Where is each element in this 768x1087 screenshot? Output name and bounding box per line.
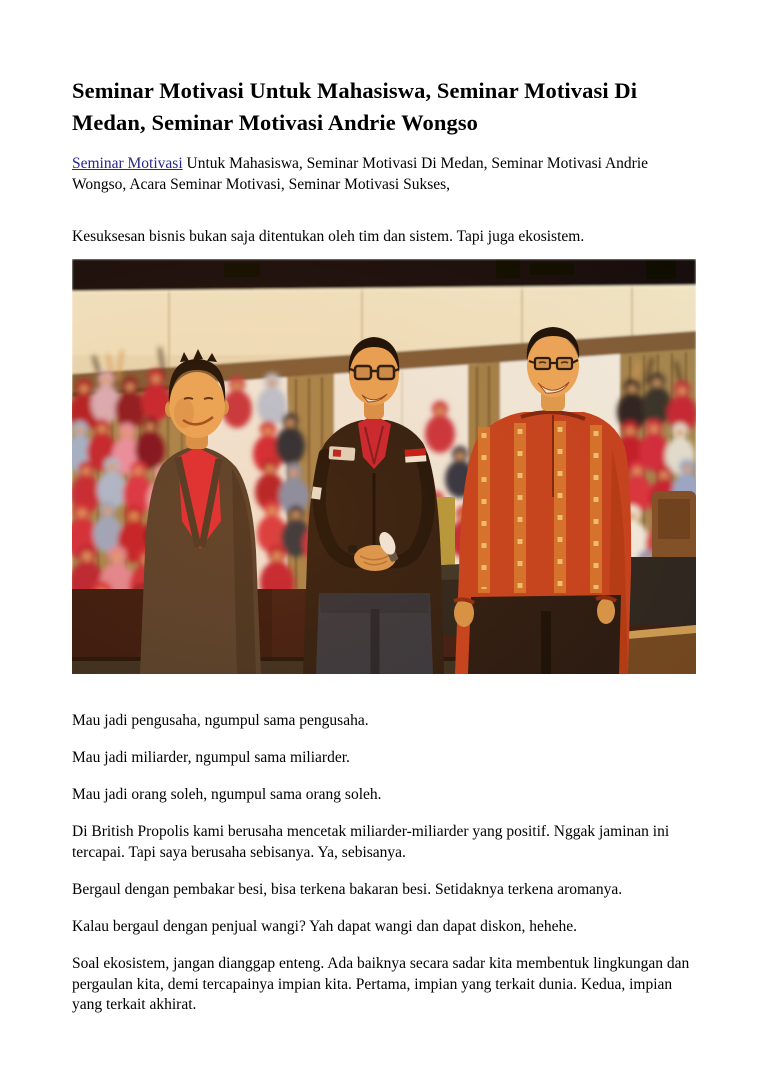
body-paragraph-2: Mau jadi miliarder, ngumpul sama miliarder. <box>72 748 350 766</box>
intro-text: Untuk Mahasiswa, Seminar Motivasi Di Medan, Seminar Motivasi Andrie Wongso, Acara Seminar Motivasi, Seminar Motivasi Sukses, <box>72 155 649 193</box>
body-paragraph-6: Kalau bergaul dengan penjual wangi? Yah dapat wangi dan dapat diskon, hehehe. <box>72 917 578 935</box>
intro-paragraph <box>72 154 696 195</box>
body-paragraph-4: Di British Propolis kami berusaha mencetak miliarder-miliarder yang positif. Nggak jaminan ini tercapai. Tapi saya berusaha sebisanya. Ya, sebisanya. <box>72 823 670 861</box>
seminar-photo <box>72 259 696 674</box>
page-title: Seminar Motivasi Untuk Mahasiswa, Seminar Motivasi Di Medan, Seminar Motivasi Andrie Wongso <box>72 78 638 135</box>
seminar-motivasi-link[interactable]: Seminar Motivasi <box>72 155 183 172</box>
lead-paragraph: Kesuksesan bisnis bukan saja ditentukan oleh tim dan sistem. Tapi juga ekosistem. <box>72 228 585 246</box>
photo-illustration <box>72 259 696 674</box>
body-paragraph-5: Bergaul dengan pembakar besi, bisa terkena bakaran besi. Setidaknya terkena aromanya. <box>72 880 623 898</box>
body-paragraph-7: Soal ekosistem, jangan dianggap enteng. Ada baiknya secara sadar kita membentuk lingkungan dan pergaulan kita, demi tercapainya impian kita. Pertama, impian yang terkait dunia. Kedua, impian yang terkait akhirat. <box>72 955 690 1014</box>
body-paragraph-3: Mau jadi orang soleh, ngumpul sama orang soleh. <box>72 786 382 804</box>
body-paragraph-1: Mau jadi pengusaha, ngumpul sama pengusaha. <box>72 711 369 729</box>
